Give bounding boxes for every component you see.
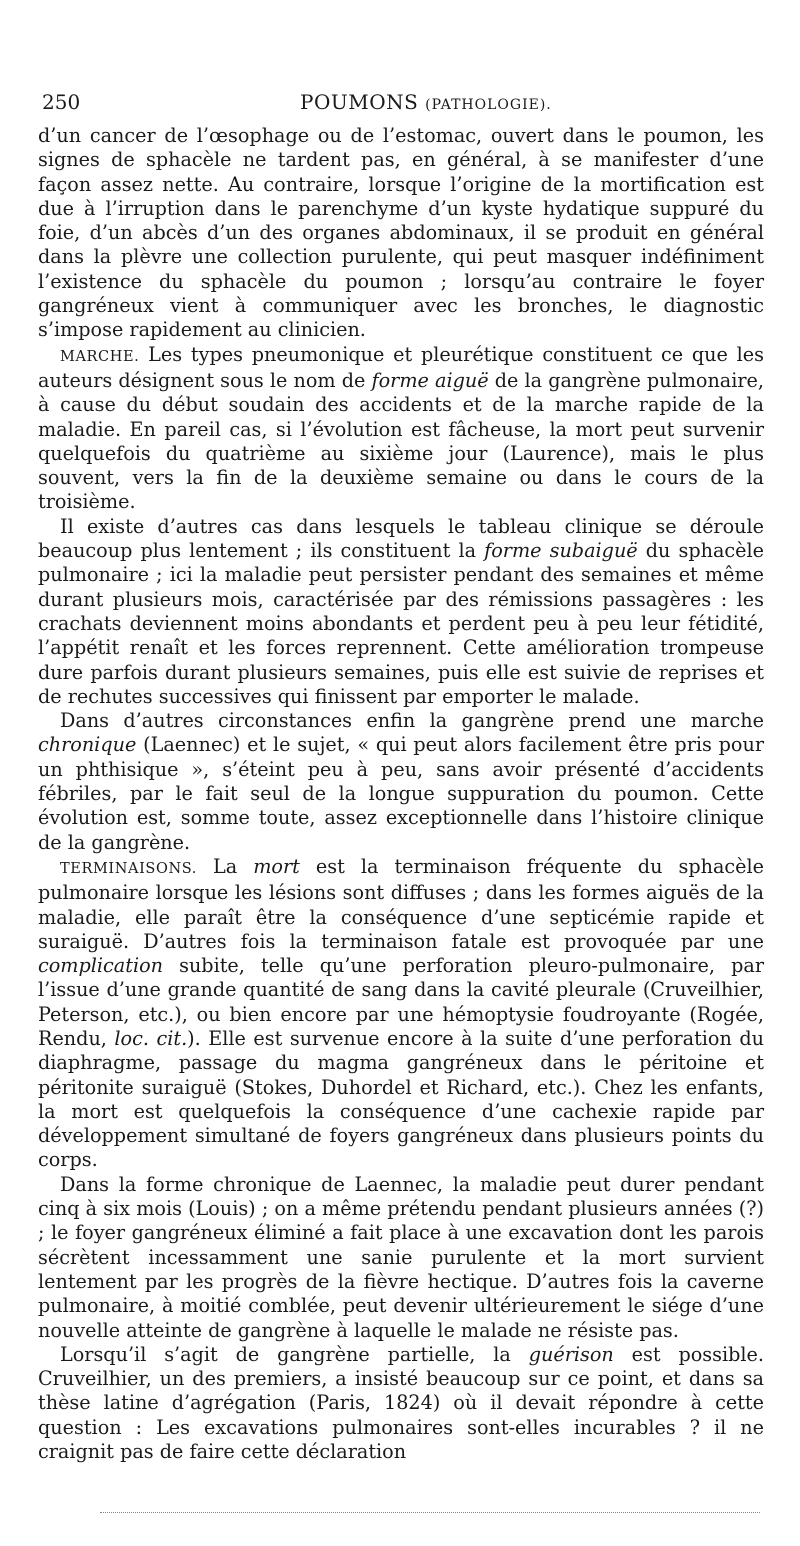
paragraph-laennec: [38, 1173, 764, 1343]
section-heading: TERMINAISONS.: [60, 860, 197, 877]
italic-term: mort: [253, 854, 300, 878]
paragraph-marche: [38, 343, 764, 515]
paragraph-forme-subaigue: [38, 515, 764, 709]
text-run: est la terminaison fréquente du sphacèle pulmonaire lorsque les lésions sont diffuses ; dans les formes aiguës de la maladie, elle paraît être la conséquence d’une septicémie rapide et suraiguë. D’autres fois la terminaison fatale est provoquée par une: [38, 854, 764, 953]
body-text: [38, 124, 764, 1464]
paragraph-terminaisons: [38, 855, 764, 1173]
text-run: d’un cancer de l’œsophage ou de l’estomac, ouvert dans le poumon, les signes de sphacèle ne tardent pas, en général, à se manifester d’une façon assez nette. Au contraire, lorsque l’origine de la mortification est due à l’irruption dans le parenchyme d’un kyste hydatique suppuré du foie, d’un abcès d’un des organes abdominaux, il se produit en général dans la plèvre une collection purulente, qui peut masquer indéfiniment l’existence du sphacèle du poumon ; lorsqu’au contraire le foyer gangréneux vient à communiquer avec les bronches, le diagnostic s’impose rapidement au clinicien.: [38, 124, 764, 342]
text-run: du sphacèle pulmonaire ; ici la maladie peut persister pendant des semaines et même durant plusieurs mois, caractérisée par des rémissions passagères : les crachats deviennent moins abondants et perdent peu à peu leur fétidité, l’appétit renaît et les forces reprennent. Cette amélioration trompeuse dure parfois durant plusieurs semaines, puis elle est suivie de reprises et de rechutes successives qui finissent par emporter le malade.: [38, 539, 765, 708]
running-title: [300, 90, 552, 114]
italic-term: loc. cit.: [114, 1026, 188, 1050]
text-run: subite, telle qu’une perforation pleuro-pulmonaire, par l’issue d’une grande quantité de sang dans la cavité pleurale (Cruveilhier, Peterson, etc.), ou bien encore par une hémoptysie foudroyante (Rogée, Rendu,: [38, 954, 764, 1050]
italic-term: chronique: [38, 733, 137, 757]
text-run: de la gangrène pulmonaire, à cause du début soudain des accidents et de la marche rapide de la maladie. En pareil cas, si l’évolution est fâcheuse, la mort peut survenir quelquefois du quatrième au sixième jour (Laurence), mais le plus souvent, vers la fin de la deuxième semaine ou dans le cours de la troisième.: [38, 368, 765, 514]
italic-term: complication: [38, 954, 163, 978]
text-run: est possible. Cruveilhier, un des premiers, a insisté beaucoup sur ce point, et dans sa thèse latine d’agrégation (Paris, 1824) où il devait répondre à cette question : Les excavations pulmonaires sont-elles incurables ? il ne craignit pas de faire cette déclaration: [38, 1342, 764, 1464]
text-run: Dans d’autres circonstances enfin la gangrène prend une marche: [60, 709, 764, 733]
page-number: 250: [42, 90, 81, 114]
text-run: Les types pneumonique et pleurétique constituent ce que les auteurs désignent sous le nom de: [38, 342, 764, 392]
running-title-sub: (PATHOLOGIE).: [425, 97, 552, 113]
footer-rule: [100, 1512, 760, 1513]
text-run: (Laennec) et le sujet, « qui peut alors facilement être pris pour un phthisique », s’éteint peu à peu, sans avoir présenté d’accidents fébriles, par le fait seul de la longue suppuration du poumon. Cette évolution est, somme toute, assez exceptionnelle dans l’histoire clinique de la gangrène.: [38, 733, 764, 854]
italic-term: forme subaiguë: [484, 539, 638, 563]
text-run: ). Elle est survenue encore à la suite d’une perforation du diaphragme, passage du magma gangréneux dans le péritoine et péritonite suraiguë (Stokes, Duhordel et Richard, etc.). Chez les enfants, la mort est quelquefois la conséquence d’une cachexie rapide par développement simultané de foyers gangréneux dans plusieurs points du corps.: [38, 1026, 765, 1172]
running-title-main: POUMONS: [300, 90, 419, 114]
paragraph-forme-chronique: [38, 709, 764, 855]
italic-term: forme aiguë: [371, 368, 489, 392]
paragraph-mortification: [38, 124, 764, 343]
document-page: [38, 90, 764, 1464]
text-run: Lorsqu’il s’agit de gangrène partielle, la: [60, 1342, 529, 1366]
paragraph-guerison: [38, 1343, 764, 1464]
text-run: Dans la forme chronique de Laennec, la maladie peut durer pendant cinq à six mois (Louis) ; on a même prétendu pendant plusieurs années (?) ; le foyer gangréneux éliminé a fait place à une excavation dont les parois sécrètent incessamment une sanie purulente et la mort survient lentement par les progrès de la fièvre hectique. D’autres fois la caverne pulmonaire, à moitié comblée, peut devenir ultérieurement le siége d’une nouvelle atteinte de gangrène à laquelle le malade ne résiste pas.: [38, 1172, 764, 1342]
running-header: [38, 90, 764, 124]
text-run: Il existe d’autres cas dans lesquels le tableau clinique se déroule beaucoup plus lentement ; ils constituent la: [38, 514, 764, 563]
text-run: La: [196, 854, 254, 878]
italic-term: guérison: [528, 1342, 614, 1366]
section-heading: MARCHE.: [60, 348, 140, 365]
